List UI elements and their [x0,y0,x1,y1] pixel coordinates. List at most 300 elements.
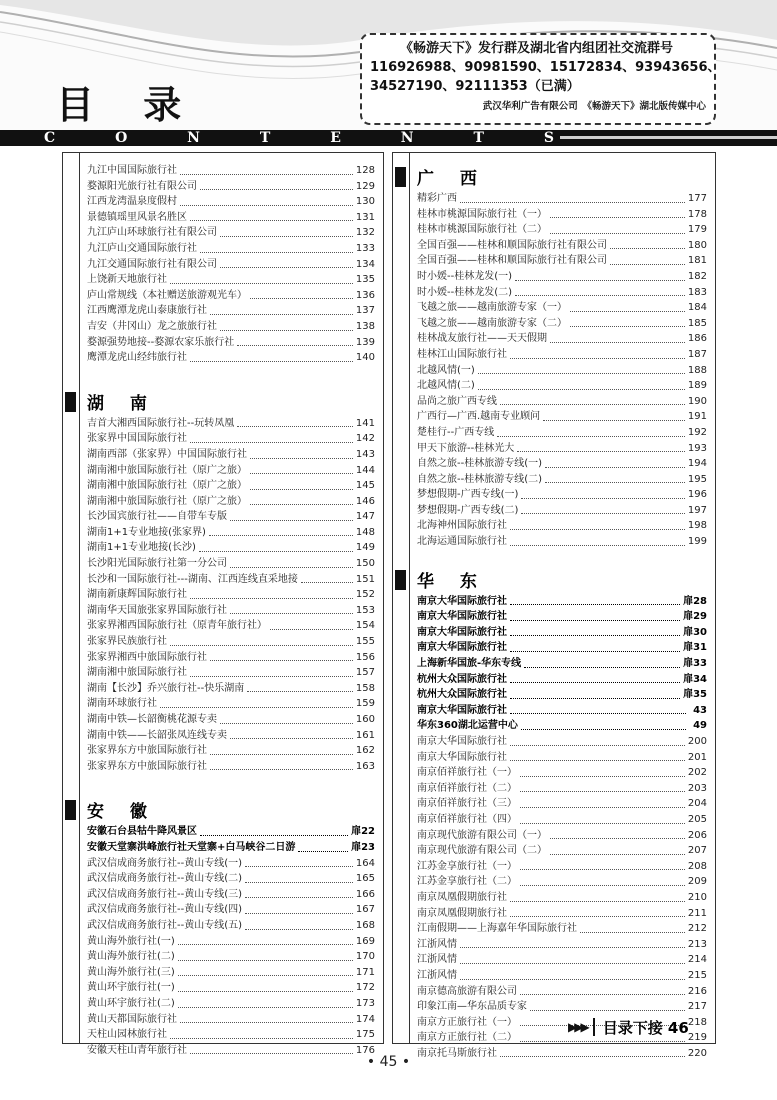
dot-leader [520,823,685,824]
jiangxi-list [87,163,375,366]
section-huadong [417,564,707,594]
section-marker [395,570,406,590]
entry-page: 146 [355,495,375,507]
entry-title: 九江庐山环球旅行社有限公司 [87,227,217,239]
toc-entry [87,447,375,463]
entry-page: 180 [687,239,707,251]
entry-page: 201 [687,751,707,763]
dot-leader [460,979,685,980]
dot-leader [180,1022,353,1023]
entry-title: 南京现代旅游有限公司（二） [417,845,547,857]
toc-entry [417,222,707,238]
toc-entry [417,828,707,844]
toc-entry [417,518,707,534]
toc-entry [87,856,375,872]
entry-page: 212 [687,923,707,935]
continued-notice [568,1016,689,1038]
anhui-list [87,824,375,1058]
toc-entry [87,494,375,510]
dot-leader [478,373,685,374]
toc-entry [87,603,375,619]
entry-title: 南京大华国际旅行社 [417,626,507,638]
dot-leader [520,869,685,870]
entry-page: 扉35 [683,689,707,701]
toc-entry [417,534,707,550]
entry-page: 142 [355,433,375,445]
dot-leader [298,851,348,852]
entry-page: 210 [687,891,707,903]
entry-page: 215 [687,969,707,981]
entry-title: 南京大华国际旅行社 [417,751,507,763]
entry-page: 159 [355,698,375,710]
entry-title: 安徽石台县牯牛降风景区 [87,826,197,838]
entry-page: 216 [687,985,707,997]
toc-entry [87,996,375,1012]
contents-word [44,130,554,146]
toc-entry [417,425,707,441]
dot-leader [524,667,680,668]
contents-bar [0,130,777,146]
entry-page: 193 [687,442,707,454]
entry-title: 南京方正旅行社（一） [417,1016,517,1028]
dot-leader [520,807,685,808]
entry-title: 南京大华国际旅行社 [417,736,507,747]
toc-entry [87,1027,375,1043]
dot-leader [237,345,353,346]
arrow-icon: ▶▶▶ [568,1020,587,1034]
toc-entry [417,718,707,734]
toc-entry [417,968,707,984]
entry-page: 140 [355,352,375,364]
toc-entry [417,921,707,937]
entry-page: 219 [687,1032,707,1044]
entry-title: 全国百强——桂林和顺国际旅行社有限公司 [417,239,607,251]
entry-title: 广西行—广西.越南专业顾问 [417,411,541,423]
section-hunan [87,386,375,416]
entry-title: 南京佰祥旅行社（四） [417,813,517,825]
toc-entry [417,984,707,1000]
dot-leader [200,189,353,190]
dot-leader [510,901,685,902]
dot-leader [517,451,685,452]
dot-leader [200,835,348,836]
entry-page: 163 [355,760,375,772]
entry-title: 南京佰祥旅行社（一） [417,767,517,779]
dot-leader [301,582,353,583]
toc-entry [417,331,707,347]
dot-leader [510,651,680,652]
toc-entry [87,650,375,666]
right-column [392,152,716,1059]
notice-line: 《畅游天下》发行群及湖北省内组团社交流群号 [400,41,674,56]
entry-title: 南京大华国际旅行社 [417,611,507,623]
entry-page: 208 [687,860,707,872]
entry-title: 南京方正旅行社（二） [417,1032,517,1044]
huadong-list [417,594,707,1062]
dot-leader [521,498,684,499]
toc-entry [87,210,375,226]
section-marker [395,167,406,187]
entry-page: 151 [355,573,375,585]
toc-entry [87,1012,375,1028]
entry-title: 楚桂行--广西专线 [417,426,495,438]
dot-leader [170,645,353,646]
entry-page: 172 [355,982,375,994]
entry-title: 婺源强势地接--婺源农家乐旅行社 [87,336,235,348]
dot-leader [520,885,685,886]
entry-page: 185 [687,317,707,329]
dot-leader [209,535,353,536]
toc-entry [87,194,375,210]
entry-page: 218 [687,1016,707,1028]
entry-page: 176 [355,1044,375,1056]
dot-leader [500,404,685,405]
entry-title: 北海神州国际旅行社 [417,520,507,532]
entry-page: 209 [687,876,707,888]
toc-entry [87,887,375,903]
dot-leader [230,520,353,521]
hunan-list [87,416,375,775]
toc-entry [417,347,707,363]
entry-title: 鹰潭龙虎山经纬旅行社 [87,352,187,364]
entry-title: 九江庐山交通国际旅行社 [87,242,197,254]
toc-entry [417,503,707,519]
toc-entry [87,824,375,840]
dot-leader [250,504,353,505]
dot-leader [478,389,685,390]
dot-leader [199,551,353,552]
toc-entry [87,335,375,351]
toc-entry [87,918,375,934]
toc-entry [417,285,707,301]
entry-page: 137 [355,305,375,317]
entry-page: 177 [687,193,707,204]
entry-page: 49 [693,720,707,732]
notice-line: 34527190、92111353（已满） [370,79,580,94]
dot-leader [170,1038,353,1039]
entry-page: 132 [355,227,375,239]
dot-leader [220,267,353,268]
entry-title: 天柱山园林旅行社 [87,1029,167,1041]
dot-leader [550,838,685,839]
entry-title: 甲天下旅游--桂林光大 [417,442,515,454]
dot-leader [550,233,685,234]
toc-entry [417,269,707,285]
entry-title: 张家界东方中旅国际旅行社 [87,745,207,757]
dot-leader [545,467,685,468]
toc-entry [417,472,707,488]
toc-entry [87,759,375,775]
toc-entry [417,906,707,922]
entry-page: 199 [687,536,707,548]
toc-entry [417,703,707,719]
dot-leader [543,420,685,421]
entry-page: 143 [355,448,375,460]
entry-page: 203 [687,782,707,794]
dot-leader [220,330,353,331]
dot-leader [570,326,685,327]
toc-entry [417,409,707,425]
entry-title: 上海新华国旅-华东专线 [417,658,522,670]
dot-leader [180,174,353,175]
entry-page: 198 [687,520,707,532]
entry-title: 黄山环宇旅行社(一) [87,982,175,994]
entry-title: 杭州大众国际旅行社 [417,673,507,685]
section-anhui [87,794,375,824]
entry-title: 安徽天柱山青年旅行社 [87,1044,187,1056]
toc-entry [87,509,375,525]
entry-title: 武汉信成商务旅行社--黄山专线(三) [87,888,243,900]
entry-title: 长沙和一国际旅行社---湖南、江西连线直采地接 [87,573,298,585]
entry-page: 204 [687,798,707,810]
dot-leader [521,513,684,514]
dot-leader [178,1007,353,1008]
toc-entry [87,743,375,759]
toc-entry [87,431,375,447]
dot-leader [510,620,680,621]
dot-leader [520,791,685,792]
entry-title: 自然之旅--桂林旅游专线(一) [417,458,543,470]
entry-title: 北越风情(一) [417,364,475,376]
dot-leader [200,252,353,253]
entry-title: 南京佰祥旅行社（二） [417,782,517,794]
contents-letter: E [330,130,341,146]
entry-title: 梦想假期-广西专线(二) [417,504,519,516]
entry-title: 南京凤凰假期旅行社 [417,907,507,919]
section-title: 安 徽 [87,802,157,823]
entry-title: 江浙风情 [417,954,457,966]
entry-title: 张家界东方中旅国际旅行社 [87,760,207,772]
entry-page: 154 [355,620,375,632]
dot-leader [510,604,680,605]
entry-title: 吉首大湘西国际旅行社--玩转凤凰 [87,417,235,429]
entry-title: 黄山天都国际旅行社 [87,1013,177,1025]
dot-leader [610,264,685,265]
toc-entry [417,812,707,828]
dot-leader [190,598,353,599]
entry-title: 全国百强——桂林和顺国际旅行社有限公司 [417,255,607,267]
dot-leader [530,1010,685,1011]
dot-leader [210,769,353,770]
toc-entry [417,874,707,890]
dot-leader [580,932,685,933]
dot-leader [230,613,353,614]
entry-page: 135 [355,274,375,286]
dot-leader [210,314,353,315]
dot-leader [250,489,353,490]
section-title: 华 东 [417,571,487,592]
entry-page: 136 [355,289,375,301]
entry-page: 217 [687,1001,707,1013]
entry-page: 133 [355,242,375,254]
entry-page: 扉29 [683,611,707,623]
entry-page: 170 [355,951,375,963]
toc-entry [87,665,375,681]
toc-entry [87,949,375,965]
toc-entry [87,965,375,981]
entry-page: 197 [687,504,707,516]
entry-title: 江浙风情 [417,969,457,981]
dot-leader [550,342,685,343]
entry-title: 上饶新天地旅行社 [87,274,167,286]
contents-letter: N [187,130,200,146]
qq-group-notice [360,33,721,125]
entry-title: 南京现代旅游有限公司（一） [417,829,547,841]
entry-page: 158 [355,682,375,694]
entry-page: 144 [355,464,375,476]
toc-entry [87,980,375,996]
toc-entry [87,634,375,650]
contents-letter: N [400,130,414,146]
entry-title: 江南假期——上海嘉年华国际旅行社 [417,923,577,935]
entry-page: 160 [355,714,375,725]
dot-leader [190,361,353,362]
entry-page: 196 [687,489,707,501]
dot-leader [510,698,680,699]
dot-leader [245,913,353,914]
dot-leader [510,529,685,530]
entry-title: 九江中国国际旅行社 [87,165,177,176]
entry-page: 157 [355,667,375,679]
dot-leader [237,426,353,427]
entry-page: 141 [355,417,375,429]
dot-leader [270,629,353,630]
toc-entry [87,934,375,950]
entry-page: 扉31 [683,642,707,654]
entry-title: 南京德高旅游有限公司 [417,985,517,997]
toc-entry [87,272,375,288]
toc-entry [417,487,707,503]
entry-title: 时小媛--桂林龙发(一) [417,270,513,282]
entry-title: 飞越之旅——越南旅游专家（二） [417,317,567,329]
entry-page: 207 [687,845,707,857]
entry-title: 黄山海外旅行社(一) [87,935,175,947]
toc-entry [417,441,707,457]
dot-leader [170,283,353,284]
entry-page: 195 [687,473,707,485]
contents-letter: T [473,130,484,146]
entry-page: 167 [355,904,375,916]
toc-entry [417,937,707,953]
toc-entry [417,207,707,223]
dot-leader [190,676,353,677]
toc-entry [87,696,375,712]
dot-leader [460,202,685,203]
toc-entry [417,765,707,781]
entry-page: 214 [687,954,707,966]
toc-entry [87,587,375,603]
toc-entry [87,416,375,432]
toc-entry [417,672,707,688]
dot-leader [245,897,353,898]
entry-page: 166 [355,888,375,900]
entry-page: 128 [355,165,375,176]
dot-leader [178,944,353,945]
entry-page: 200 [687,736,707,747]
dot-leader [250,473,353,474]
dot-leader [210,754,353,755]
entry-page: 205 [687,813,707,825]
entry-title: 张家界湘西中旅国际旅行社 [87,651,207,663]
toc-entry [87,241,375,257]
entry-title: 南京大华国际旅行社 [417,642,507,654]
entry-title: 江西龙湾温泉度假村 [87,196,177,208]
toc-entry [417,890,707,906]
toc-entry [87,618,375,634]
entry-page: 扉33 [683,658,707,670]
toc-entry [417,656,707,672]
dot-leader [550,217,685,218]
toc-entry [87,902,375,918]
dot-leader [521,729,686,730]
entry-page: 扉30 [683,626,707,638]
entry-page: 184 [687,302,707,314]
entry-title: 武汉信成商务旅行社--黄山专线(四) [87,904,243,916]
toc-entry [417,594,707,610]
entry-title: 北越风情(二) [417,380,475,392]
entry-title: 张家界中国国际旅行社 [87,433,187,445]
dot-leader [520,1041,685,1042]
entry-page: 191 [687,411,707,423]
toc-entry [417,378,707,394]
entry-title: 黄山海外旅行社(三) [87,966,175,978]
entry-title: 黄山海外旅行社(二) [87,951,175,963]
entry-title: 武汉信成商务旅行社--黄山专线(五) [87,919,243,931]
section-marker [65,800,76,820]
entry-page: 211 [687,907,707,919]
entry-title: 精彩广西 [417,193,457,204]
contents-letter: S [543,130,554,146]
entry-page: 129 [355,180,375,192]
dot-leader [178,975,353,976]
entry-page: 130 [355,196,375,208]
column-rule [409,153,410,1043]
column-rule [79,153,80,1043]
section-marker [65,392,76,412]
entry-page: 174 [355,1013,375,1025]
toc-entry [87,303,375,319]
dot-leader [220,723,353,724]
dot-leader [230,738,353,739]
entry-page: 171 [355,966,375,978]
entry-title: 飞越之旅——越南旅游专家（一） [417,302,567,314]
entry-title: 长沙阳光国际旅行社第一分公司 [87,558,227,570]
toc-entry [417,750,707,766]
toc-entry [417,952,707,968]
entry-title: 吉安（井冈山）龙之旅旅行社 [87,320,217,332]
toc-entry [87,478,375,494]
entry-page: 147 [355,511,375,523]
entry-page: 202 [687,767,707,779]
entry-title: 九江交通国际旅行社有限公司 [87,258,217,270]
entry-page: 139 [355,336,375,348]
entry-title: 桂林市桃源国际旅行社（二） [417,224,547,236]
toc-entry [417,640,707,656]
dot-leader [250,458,353,459]
dot-leader [210,660,353,661]
dot-leader [520,776,685,777]
dot-leader [245,929,353,930]
entry-title: 桂林战友旅行社——天天假期 [417,333,547,345]
dot-leader [460,947,685,948]
toc-entry [87,871,375,887]
toc-entry [417,456,707,472]
toc-entry [87,728,375,744]
toc-entry [417,687,707,703]
toc-entry [87,225,375,241]
entry-page: 186 [687,333,707,345]
toc-entry [87,163,375,179]
